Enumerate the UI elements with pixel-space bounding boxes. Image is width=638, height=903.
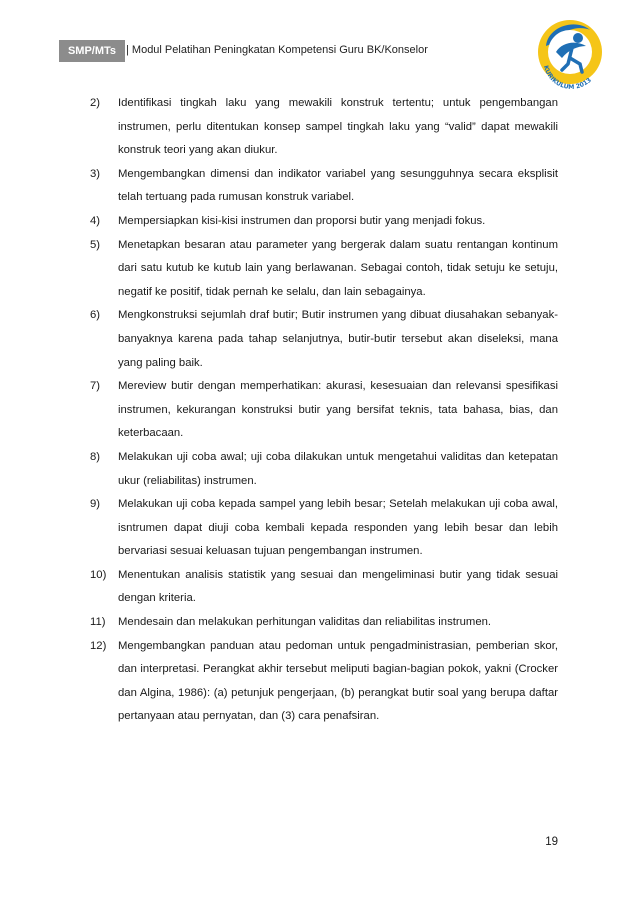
svg-text:KURIKULUM 2013: KURIKULUM 2013: [541, 64, 593, 90]
item-number: 6): [90, 309, 101, 322]
module-title: | Modul Pelatihan Peningkatan Kompetensi Guru BK/Konselor: [126, 44, 428, 56]
item-number: 12): [90, 639, 107, 652]
procedure-list: [90, 92, 558, 729]
list-item: [90, 611, 558, 635]
list-item: [90, 210, 558, 234]
item-text: Mengembangkan panduan atau pedoman untuk pengadministrasian, pemberian skor, dan interpretasi. Perangkat akhir tersebut meliputi bagian-bagian pokok, yakni (Crocker dan Algina, 1986): (a) petunjuk pengerjaan, (b) perangkat butir soal yang berupa daftar pertanyaan atau pernyatan, dan (3) cara penafsiran.: [118, 639, 558, 723]
item-number: 8): [90, 450, 101, 463]
page-number: 19: [545, 836, 558, 848]
list-item: [90, 635, 558, 729]
page-header: [0, 0, 638, 90]
item-text: Mengkonstruksi sejumlah draf butir; Butir instrumen yang dibuat diusahakan sebanyak-banyaknya karena pada tahap selanjutnya, butir-butir tersebut akan diseleksi, mana yang paling baik.: [118, 309, 558, 369]
list-item: [90, 446, 558, 493]
item-text: Melakukan uji coba kepada sampel yang lebih besar; Setelah melakukan uji coba awal, isntrumen dapat diuji coba kembali kepada responden yang lebih besar dan lebih bervariasi sesuai keluasan tujuan pengembangan instrumen.: [118, 498, 558, 558]
list-item: [90, 163, 558, 210]
item-text: Menetapkan besaran atau parameter yang bergerak dalam suatu rentangan kontinum dari satu kutub ke kutub lain yang berlawanan. Sebagai contoh, tidak setuju ke setuju, negatif ke positif, tidak pernah ke selalu, dan lain sebagainya.: [118, 238, 558, 298]
kurikulum-2013-logo-icon: [532, 12, 606, 90]
item-number: 5): [90, 238, 101, 251]
level-badge: SMP/MTs: [59, 40, 125, 62]
item-text: Menentukan analisis statistik yang sesuai dan mengeliminasi butir yang tidak sesuai dengan kriteria.: [118, 568, 558, 605]
item-number: 4): [90, 214, 101, 227]
list-item: [90, 92, 558, 163]
list-item: [90, 564, 558, 611]
item-number: 7): [90, 380, 101, 393]
item-number: 11): [90, 616, 106, 629]
item-number: 2): [90, 97, 101, 109]
item-text: Melakukan uji coba awal; uji coba dilakukan untuk mengetahui validitas dan ketepatan ukur (reliabilitas) instrumen.: [118, 450, 558, 487]
item-text: Mereview butir dengan memperhatikan: akurasi, kesesuaian dan relevansi spesifikasi instrumen, kekurangan konstruksi butir yang bersifat teknis, tata bahasa, bias, dan keterbacaan.: [118, 380, 558, 440]
item-number: 3): [90, 167, 101, 180]
list-item: [90, 493, 558, 564]
item-text: Mendesain dan melakukan perhitungan validitas dan reliabilitas instrumen.: [118, 616, 492, 629]
item-text: Identifikasi tingkah laku yang mewakili konstruk tertentu; untuk pengembangan instrumen, perlu ditentukan konsep sampel tingkah laku yang “valid” dapat mewakili konstruk teori yang akan diukur.: [118, 97, 558, 157]
item-text: Mempersiapkan kisi-kisi instrumen dan proporsi butir yang menjadi fokus.: [118, 214, 486, 227]
item-number: 9): [90, 498, 101, 511]
list-item: [90, 234, 558, 305]
item-text: Mengembangkan dimensi dan indikator variabel yang sesungguhnya secara eksplisit telah tertuang pada rumusan konstruk variabel.: [118, 167, 558, 204]
list-item: [90, 304, 558, 375]
item-number: 10): [90, 568, 107, 581]
list-item: [90, 375, 558, 446]
